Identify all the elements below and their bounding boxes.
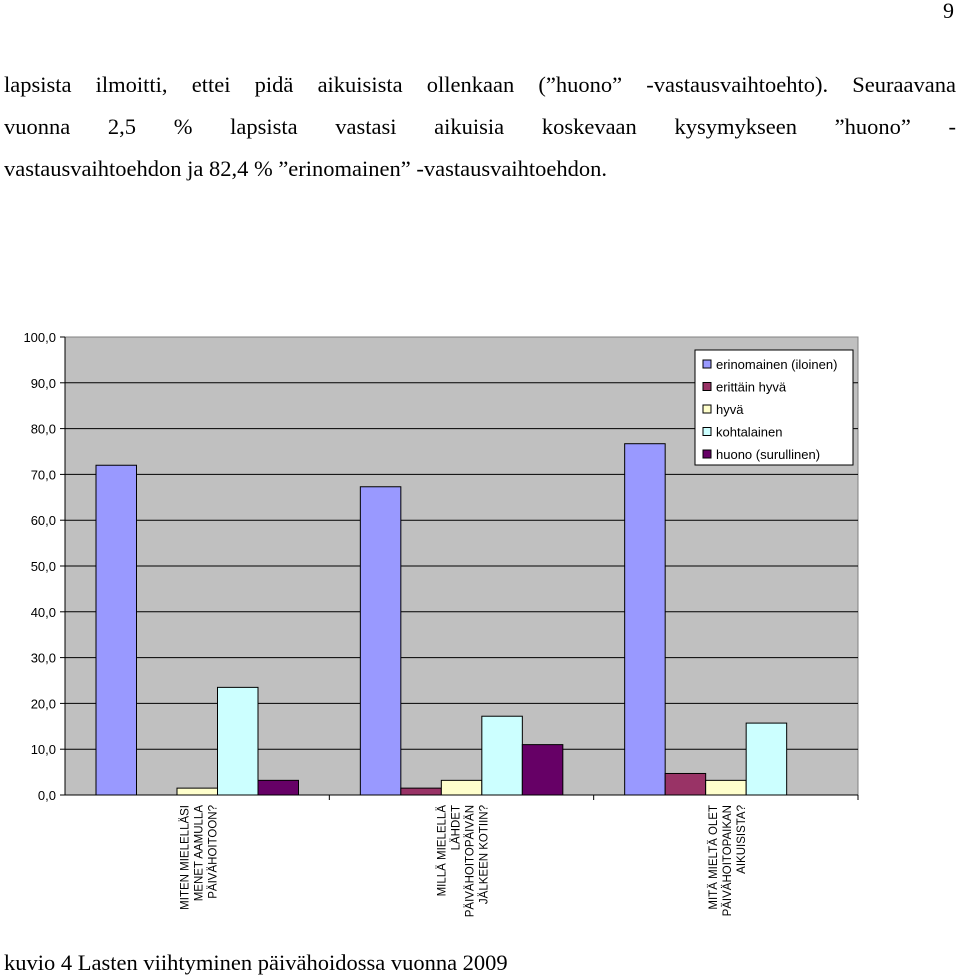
figure-caption: kuvio 4 Lasten viihtyminen päivähoidossa vuonna 2009 bbox=[4, 950, 508, 975]
y-tick-label: 50,0 bbox=[30, 559, 56, 574]
y-tick-label: 0,0 bbox=[37, 788, 56, 803]
body-paragraph bbox=[4, 64, 956, 190]
body-line: vuonna 2,5 % lapsista vastasi aikuisia koskevaan kysymykseen ”huono” - bbox=[4, 114, 956, 139]
category-label: MENET AAMULLA bbox=[193, 805, 206, 902]
legend-swatch bbox=[703, 428, 711, 436]
bar bbox=[96, 465, 137, 795]
category-label: MITÄ MIELTÄ OLET bbox=[707, 805, 720, 910]
y-tick-label: 100,0 bbox=[23, 330, 56, 345]
y-tick-label: 40,0 bbox=[30, 604, 56, 620]
category-label: MILLÄ MIELELLÄ bbox=[436, 805, 449, 897]
y-tick-label: 80,0 bbox=[30, 421, 56, 437]
bar bbox=[665, 773, 706, 795]
body-line: lapsista ilmoitti, ettei pidä aikuisista ollenkaan (”huono” -vastausvaihtoehto). Seuraavana bbox=[4, 72, 956, 97]
bar bbox=[401, 788, 442, 795]
y-tick-label: 60,0 bbox=[30, 513, 56, 529]
bar bbox=[258, 780, 299, 795]
bar bbox=[482, 716, 523, 795]
y-tick-label: 20,0 bbox=[30, 696, 56, 712]
bar bbox=[625, 444, 666, 795]
legend-label: kohtalainen bbox=[716, 424, 783, 440]
y-tick-label: 10,0 bbox=[30, 742, 56, 758]
bar bbox=[706, 780, 747, 795]
category-label: PÄIVÄHOITOON? bbox=[207, 805, 220, 899]
category-label: MITEN MIELELLÄSI bbox=[179, 805, 192, 910]
body-line: vastausvaihtoehdon ja 82,4 % ”erinomainen” -vastausvaihtoehdon. bbox=[4, 156, 607, 181]
category-label: JÄLKEEN KOTIIN? bbox=[478, 805, 491, 905]
bar bbox=[218, 687, 259, 795]
y-tick-label: 30,0 bbox=[30, 650, 56, 666]
legend-swatch bbox=[703, 405, 711, 413]
legend-label: hyvä bbox=[716, 402, 744, 417]
bar bbox=[522, 745, 563, 795]
bar bbox=[441, 780, 482, 795]
page-number: 9 bbox=[943, 0, 954, 23]
legend-label: erinomainen (iloinen) bbox=[716, 357, 838, 372]
category-label: LÄHDET bbox=[450, 805, 463, 851]
bar-chart bbox=[0, 320, 960, 930]
category-label: AIKUISISTA? bbox=[735, 805, 748, 874]
category-label: PÄIVÄHOITOPAIKAN bbox=[721, 805, 734, 917]
category-label: PÄIVÄHOITOPÄIVÄN bbox=[464, 805, 477, 918]
bar bbox=[746, 723, 787, 795]
y-tick-label: 70,0 bbox=[30, 467, 56, 483]
legend-swatch bbox=[703, 360, 711, 368]
y-tick-label: 90,0 bbox=[30, 375, 56, 391]
legend-label: huono (surullinen) bbox=[716, 447, 821, 462]
bar bbox=[177, 788, 218, 795]
legend-swatch bbox=[703, 450, 711, 458]
legend-swatch bbox=[703, 383, 711, 391]
bar bbox=[360, 487, 401, 795]
legend-label: erittäin hyvä bbox=[716, 379, 787, 395]
